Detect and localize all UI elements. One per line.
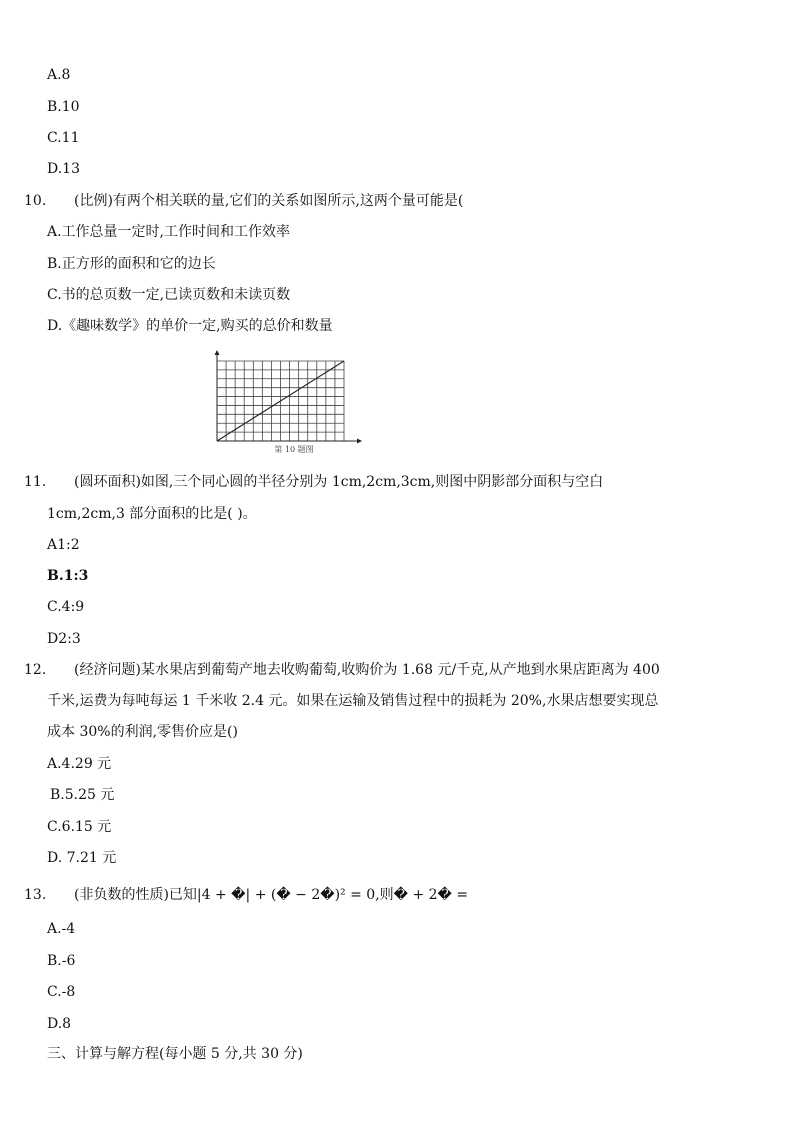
q11-option-a: A1:2 bbox=[47, 537, 80, 553]
q10-option-c: C.书的总页数一定,已读页数和未读页数 bbox=[47, 287, 291, 303]
q10-option-d: D.《趣味数学》的单价一定,购买的总价和数量 bbox=[47, 318, 333, 334]
q13-option-d: D.8 bbox=[47, 1016, 72, 1032]
q9-option-c: C.11 bbox=[47, 130, 80, 146]
q13-option-c: C.-8 bbox=[47, 984, 76, 1000]
q12-option-a: A.4.29 元 bbox=[47, 756, 112, 772]
q12-text-continued-1: 千米,运费为每吨每运 1 千米收 2.4 元。如果在运输及销售过程中的损耗为 20%,水果店想要实现总 bbox=[47, 693, 659, 709]
q10-figure bbox=[207, 349, 379, 459]
q10-text: (比例)有两个相关联的量,它们的关系如图所示,这两个量可能是( bbox=[74, 193, 464, 209]
q13-option-b: B.-6 bbox=[47, 953, 76, 969]
q9-option-d: D.13 bbox=[47, 161, 80, 177]
q10-option-b: B.正方形的面积和它的边长 bbox=[47, 256, 216, 272]
section-3-heading: 三、计算与解方程(每小题 5 分,共 30 分) bbox=[47, 1046, 303, 1062]
q13-text: (非负数的性质)已知|4 + �| + (� − 2�)² = 0,则� + 2� = bbox=[74, 887, 469, 903]
q10-grid-graph bbox=[207, 349, 379, 445]
q12-text-continued-2: 成本 30%的利润,零售价应是() bbox=[47, 724, 238, 740]
q12-text: (经济问题)某水果店到葡萄产地去收购葡萄,收购价为 1.68 元/千克,从产地到水果店距离为 400 bbox=[74, 662, 660, 678]
q9-option-a: A.8 bbox=[47, 67, 71, 83]
q11-text-continued: 1cm,2cm,3 部分面积的比是( )。 bbox=[47, 506, 257, 522]
q12-option-d: D. 7.21 元 bbox=[47, 850, 117, 866]
q13-number: 13. bbox=[24, 887, 47, 903]
q12-number: 12. bbox=[24, 662, 47, 678]
q9-option-b: B.10 bbox=[47, 99, 80, 115]
q10-option-a: A.工作总量一定时,工作时间和工作效率 bbox=[47, 224, 291, 240]
q11-text: (圆环面积)如图,三个同心圆的半径分别为 1cm,2cm,3cm,则图中阴影部分面积与空白 bbox=[74, 474, 604, 490]
q10-number: 10. bbox=[24, 193, 47, 209]
q10-figure-caption: 第 10 题图 bbox=[274, 445, 314, 454]
y-axis-arrow-icon bbox=[215, 350, 220, 355]
q11-option-c: C.4:9 bbox=[47, 599, 85, 615]
q12-option-c: C.6.15 元 bbox=[47, 819, 112, 835]
x-axis-arrow-icon bbox=[357, 439, 362, 444]
q11-number: 11. bbox=[24, 474, 47, 490]
q13-option-a: A.-4 bbox=[47, 921, 76, 937]
q11-option-b: B.1:3 bbox=[47, 568, 89, 584]
q12-option-b: B.5.25 元 bbox=[50, 787, 115, 803]
q11-option-d: D2:3 bbox=[47, 631, 81, 647]
